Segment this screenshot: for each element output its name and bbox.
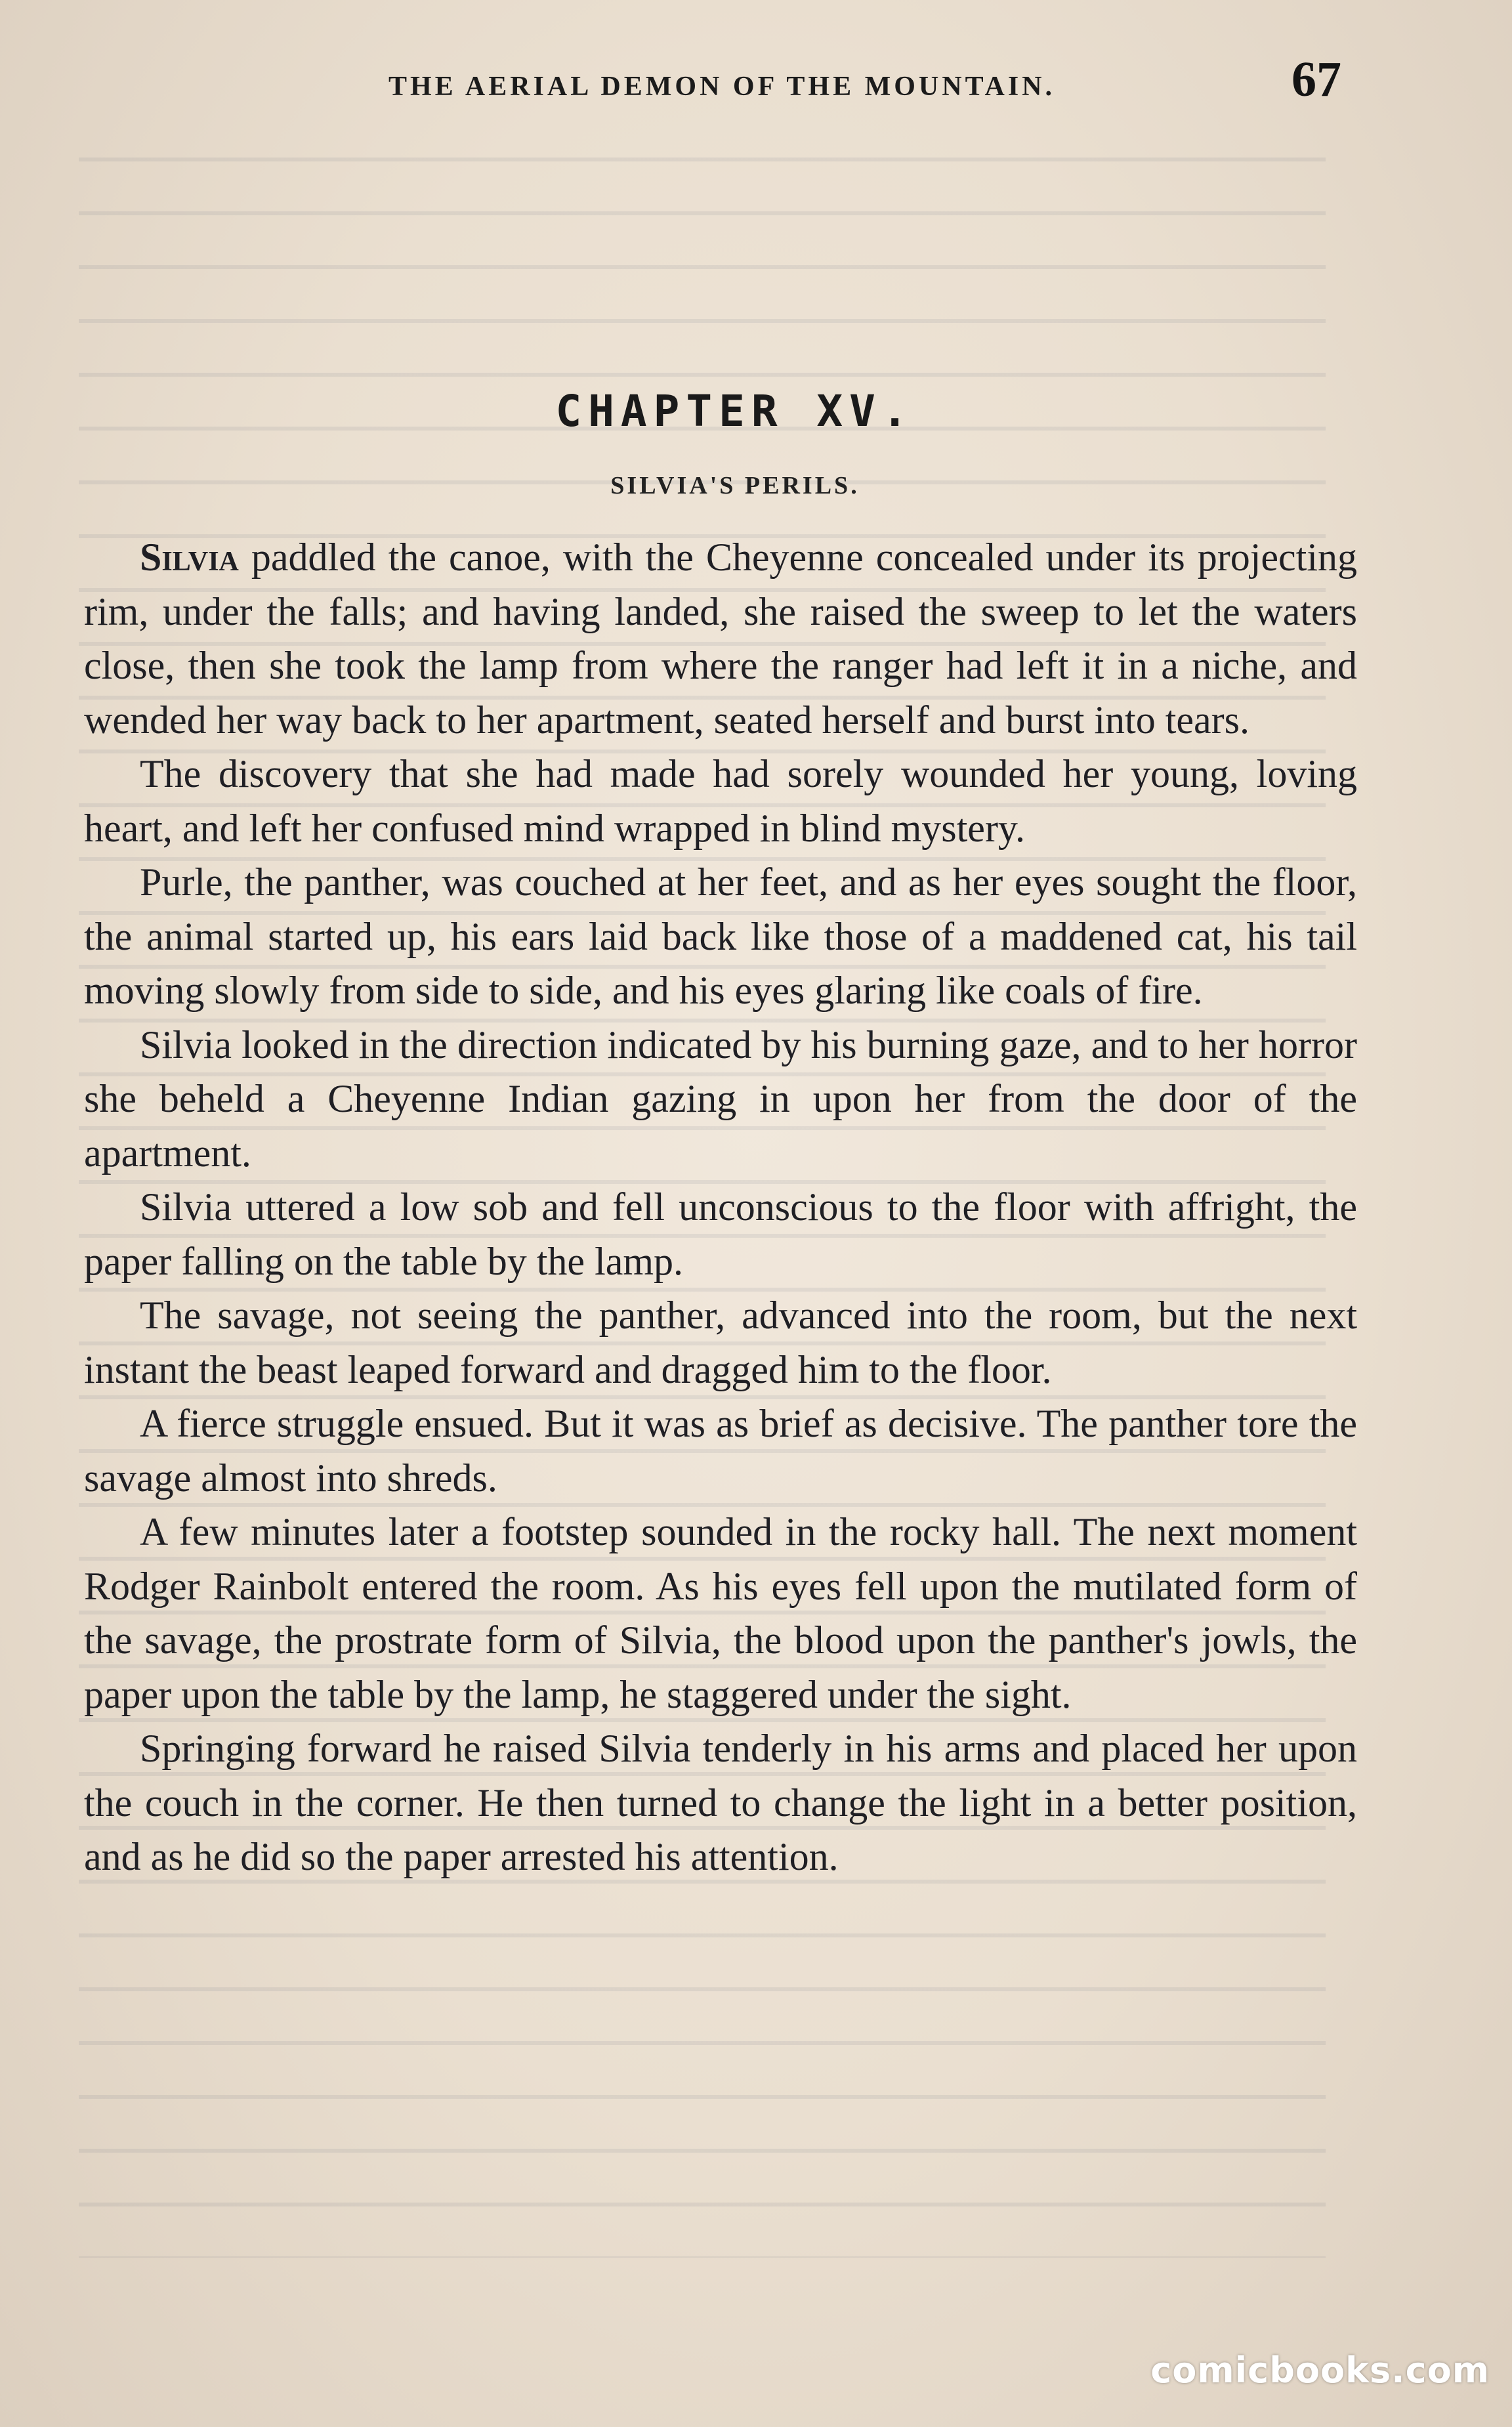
- watermark: comicbooks.com: [1150, 2350, 1490, 2391]
- paragraph: The savage, not seeing the panther, advanced into the room, but the next instant the beast leaped forward and dragged him to the floor.: [84, 1294, 1357, 1391]
- paragraph: Silvia uttered a low sob and fell unconscious to the floor with affright, the paper falling on the table by the lamp.: [84, 1185, 1357, 1283]
- paragraph: A fierce struggle ensued. But it was as brief as decisive. The panther tore the savage almost into shreds.: [84, 1402, 1357, 1500]
- paragraph-text: paddled the canoe, with the Cheyenne concealed under its projecting rim, under the falls; and having landed, she raised the sweep to let the waters close, then she took the lamp from where the ranger had left it in a niche, and wended her way back to her apartment, seated herself and burst into tears.: [84, 536, 1357, 742]
- body-text: [84, 530, 1357, 1884]
- paragraph: The discovery that she had made had sorely wounded her young, loving heart, and left her confused mind wrapped in blind mystery.: [84, 752, 1357, 850]
- paragraph: [84, 530, 1357, 747]
- running-head-title: THE AERIAL DEMON OF THE MOUNTAIN.: [388, 72, 1055, 102]
- paragraph: Springing forward he raised Silvia tenderly in his arms and placed her upon the couch in the corner. He then turned to change the light in a better position, and as he did so the paper arrested his attention.: [84, 1727, 1357, 1878]
- paragraph: Purle, the panther, was couched at her feet, and as her eyes sought the floor, the animal started up, his ears laid back like those of a maddened cat, his tail moving slowly from side to side, and his eyes glaring like coals of fire.: [84, 860, 1357, 1012]
- paragraph-lead-word: Silvia: [140, 536, 239, 579]
- page-number: 67: [1292, 52, 1341, 107]
- paragraph: A few minutes later a footstep sounded in the rocky hall. The next moment Rodger Rainbolt entered the room. As his eyes fell upon the mutilated form of the savage, the prostrate form of Silvia, the blood upon the panther's jowls, the paper upon the table by the lamp, he staggered under the sight.: [84, 1510, 1357, 1716]
- paragraph: Silvia looked in the direction indicated by his burning gaze, and to her horror she beheld a Cheyenne Indian gazing in upon her from the door of the apartment.: [84, 1023, 1357, 1175]
- chapter-subtitle: SILVIA'S PERILS.: [610, 472, 860, 499]
- chapter-title: CHAPTER XV.: [555, 386, 915, 436]
